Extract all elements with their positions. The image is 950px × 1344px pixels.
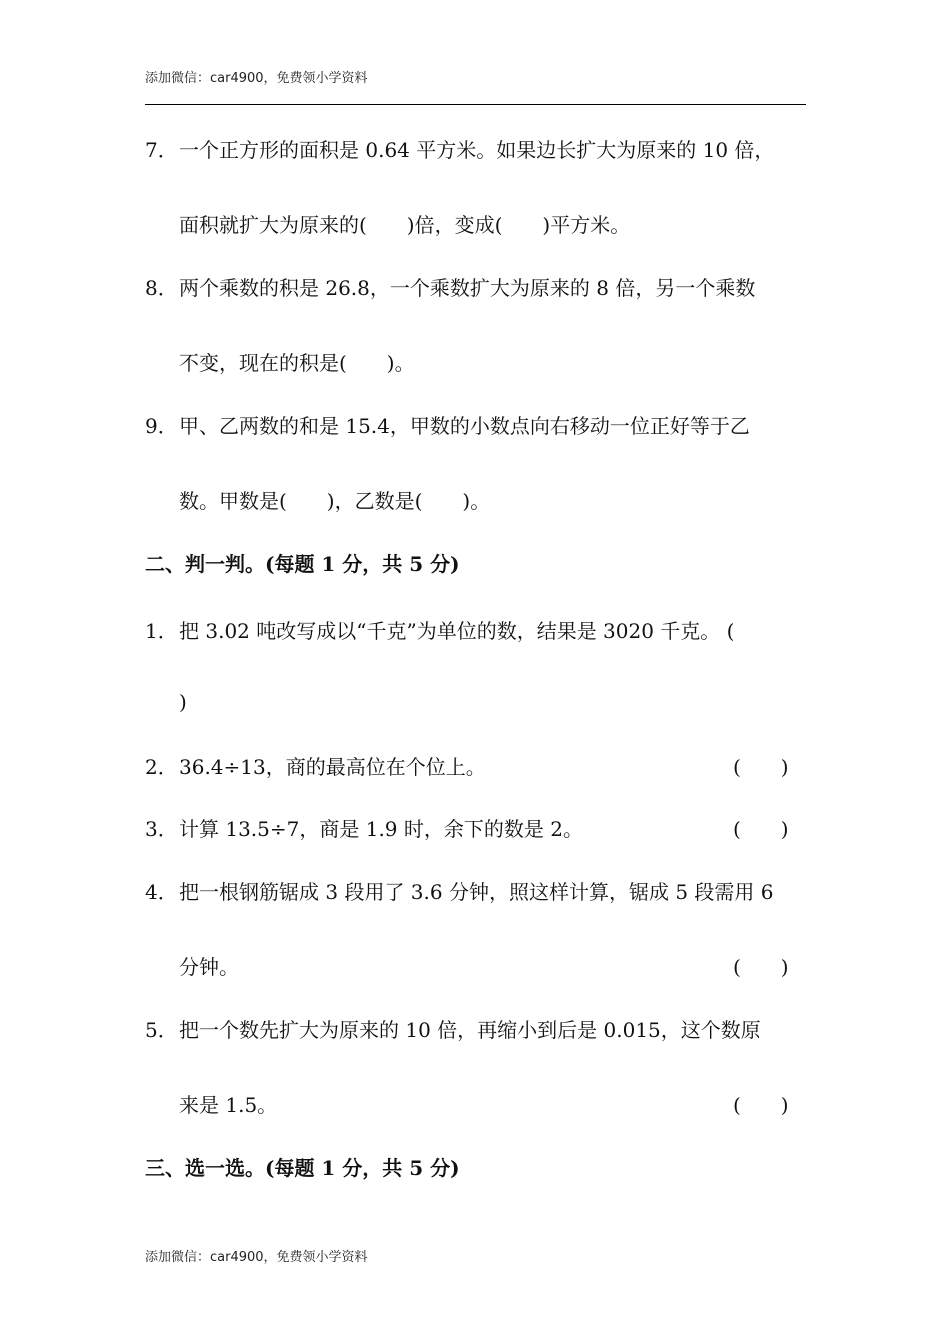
question-text: 把 3.02 吨改写成以“千克”为单位的数，结果是 3020 千克。 ( (179, 619, 735, 643)
section-heading: 三、选一选。(每题 1 分，共 5 分) (145, 1156, 460, 1180)
question-text: 把一根钢筋锯成 3 段用了 3.6 分钟，照这样计算，锯成 5 段需用 6 (179, 880, 774, 904)
answer-bracket: ( ) (733, 955, 789, 979)
question-text-continued: 不变，现在的积是( )。 (179, 351, 415, 375)
question-number: 5． (145, 1018, 178, 1042)
question-text: 把一个数先扩大为原来的 10 倍，再缩小到后是 0.015，这个数原 (179, 1018, 761, 1042)
header-divider (145, 104, 806, 105)
footer-watermark-note: 添加微信：car4900，免费领小学资料 (145, 1250, 368, 1265)
question-number: 9． (145, 414, 178, 438)
question-text: 一个正方形的面积是 0.64 平方米。如果边长扩大为原来的 10 倍， (179, 138, 775, 162)
question-number: 3． (145, 817, 178, 841)
header-watermark-note: 添加微信：car4900，免费领小学资料 (145, 71, 368, 86)
question-text-continued: 面积就扩大为原来的( )倍，变成( )平方米。 (179, 213, 631, 237)
question-number: 4． (145, 880, 178, 904)
section-heading: 二、判一判。(每题 1 分，共 5 分) (145, 552, 460, 576)
question-text: 36.4÷13，商的最高位在个位上。 (179, 755, 486, 779)
question-text: 两个乘数的积是 26.8，一个乘数扩大为原来的 8 倍，另一个乘数 (179, 276, 756, 300)
question-text: 甲、乙两数的和是 15.4，甲数的小数点向右移动一位正好等于乙 (179, 414, 750, 438)
question-number: 1． (145, 619, 178, 643)
question-number: 8． (145, 276, 178, 300)
question-text-continued: 数。甲数是( )，乙数是( )。 (179, 489, 491, 513)
answer-bracket: ( ) (733, 755, 789, 779)
answer-bracket: ( ) (733, 817, 789, 841)
question-text: 计算 13.5÷7，商是 1.9 时，余下的数是 2。 (179, 817, 583, 841)
question-text-continued: ) (179, 690, 187, 714)
question-text-continued: 分钟。 (179, 955, 239, 979)
answer-bracket: ( ) (733, 1093, 789, 1117)
question-number: 7． (145, 138, 178, 162)
question-text-continued: 来是 1.5。 (179, 1093, 278, 1117)
question-number: 2． (145, 755, 178, 779)
